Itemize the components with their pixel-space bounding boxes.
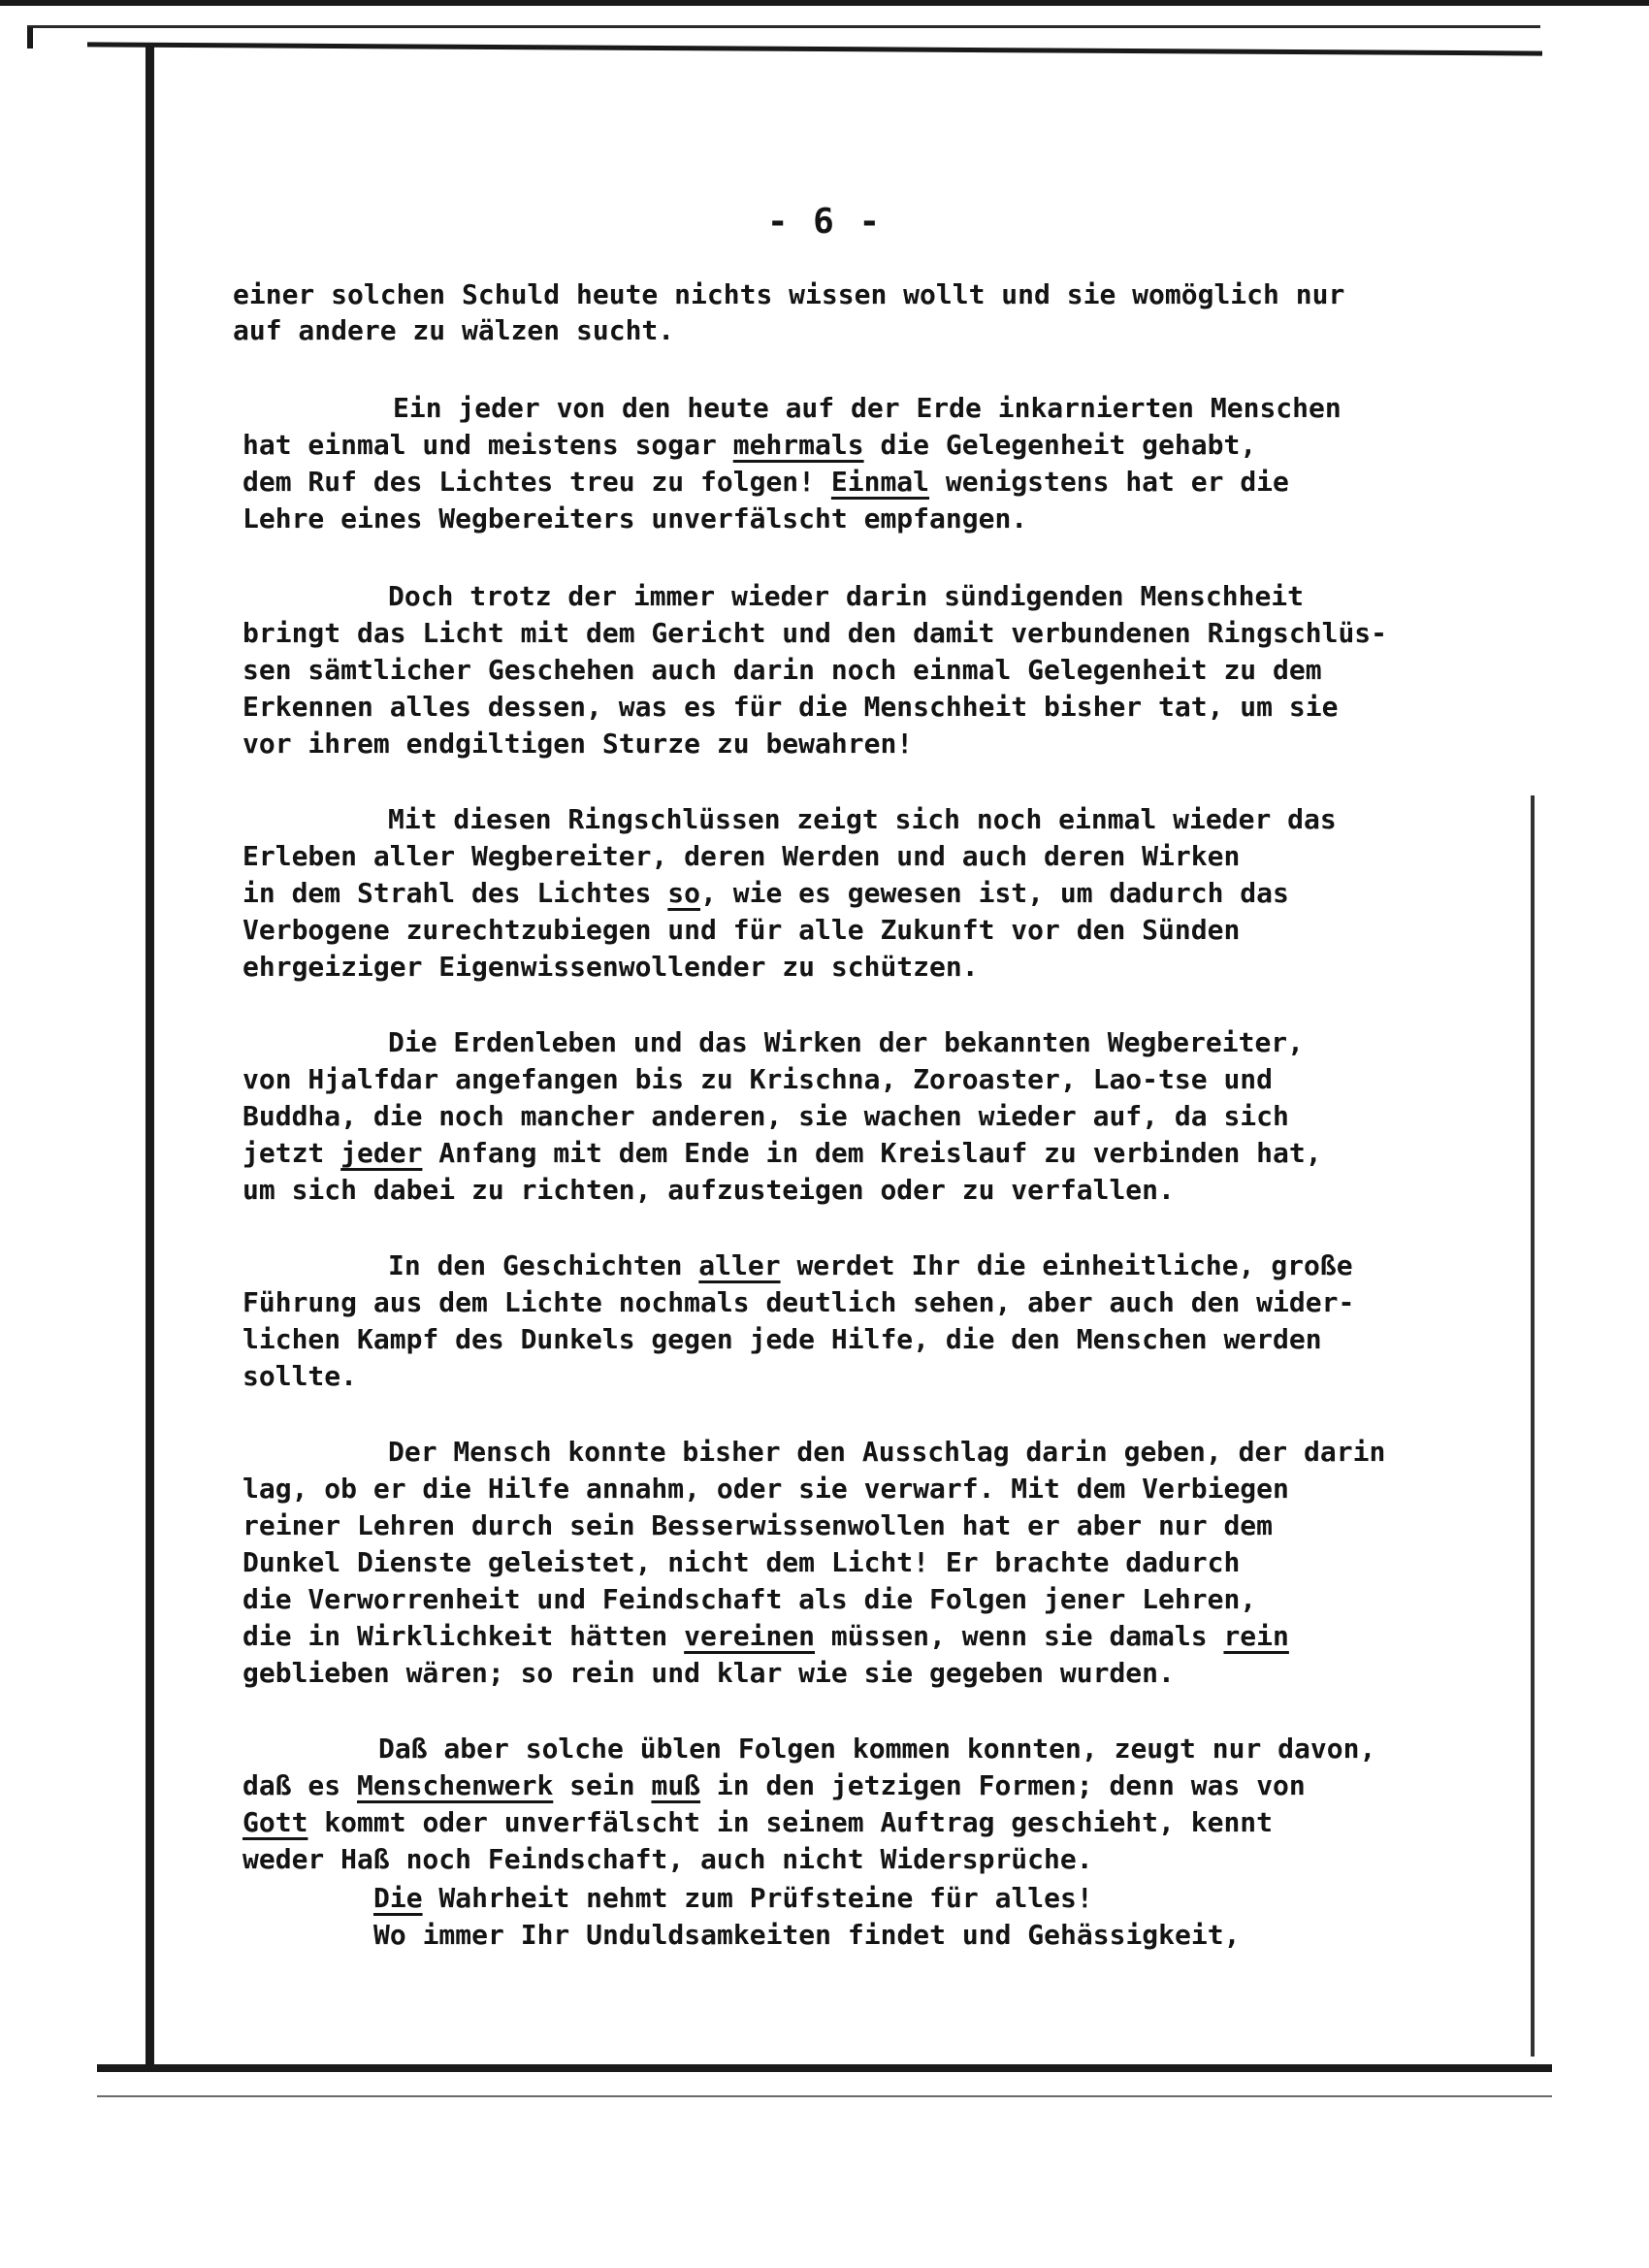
frame-bottom-thin-rule [97, 2095, 1552, 2097]
underlined-word: Die [373, 1882, 423, 1914]
text-line [242, 951, 979, 983]
text-line [242, 1657, 1175, 1689]
page-number: - 6 - [766, 202, 883, 242]
text-line [388, 1436, 1386, 1468]
underlined-word: jeder [340, 1137, 423, 1169]
text-line [242, 1806, 1274, 1838]
underlined-word: muß [651, 1769, 701, 1801]
text-run: Die Erdenleben und das Wirken der bekannten Wegbereiter, [388, 1026, 1305, 1058]
text-line [242, 1583, 1257, 1615]
frame-right-rule [1531, 795, 1535, 2057]
text-line [242, 654, 1322, 686]
text-run: Anfang mit dem Ende in dem Kreislauf zu verbinden hat, [422, 1137, 1322, 1169]
text-run: Mit diesen Ringschlüssen zeigt sich noch einmal wieder das [388, 803, 1337, 835]
text-run: Lehre eines Wegbereiters unverfälscht empfangen. [242, 502, 1028, 535]
text-line [373, 1882, 1093, 1914]
text-run: Wo immer Ihr Unduldsamkeiten findet und Gehässigkeit, [373, 1919, 1241, 1951]
text-run: daß es [242, 1769, 358, 1801]
text-run: hat einmal und meistens sogar [242, 429, 733, 461]
underlined-word: vereinen [684, 1620, 816, 1652]
text-line [233, 314, 675, 346]
text-line [242, 1475, 1289, 1503]
text-line [242, 1509, 1274, 1541]
text-run: lag, ob er die Hilfe annahm, oder sie verwarf. Mit dem Verbiegen [242, 1473, 1289, 1505]
text-run: die Gelegenheit gehabt, [863, 429, 1257, 461]
underlined-word: mehrmals [732, 429, 864, 461]
text-line [242, 1100, 1289, 1132]
text-run: dem Ruf des Lichtes treu zu folgen! [242, 466, 831, 498]
underlined-word: so [667, 877, 701, 909]
scan-top-edge [0, 0, 1649, 6]
text-line [373, 1919, 1241, 1951]
underlined-word: aller [698, 1249, 781, 1281]
text-run: , wie es gewesen ist, um dadurch das [700, 877, 1289, 909]
text-run: werdet Ihr die einheitliche, große [780, 1249, 1353, 1281]
text-run: geblieben wären; so rein und klar wie sie gegeben wurden. [242, 1657, 1175, 1689]
text-line [242, 1323, 1322, 1355]
text-run: Wahrheit nehmt zum Prüfsteine für alles! [422, 1882, 1093, 1914]
text-line [378, 1735, 1375, 1763]
frame-top-line [27, 25, 1540, 28]
text-line [242, 1360, 358, 1392]
frame-left-rule [146, 44, 154, 2071]
text-line [388, 803, 1337, 835]
text-run: einer solchen Schuld heute nichts wissen wollt und sie womöglich nur [233, 278, 1345, 310]
text-run: In den Geschichten [388, 1249, 699, 1281]
text-run: vor ihrem endgiltigen Sturze zu bewahren! [242, 728, 914, 760]
text-line [242, 1063, 1274, 1095]
text-run: kommt oder unverfälscht in seinem Auftrag geschieht, kennt [307, 1806, 1274, 1838]
text-line [242, 1843, 1093, 1875]
underlined-word: Gott [242, 1806, 308, 1838]
underlined-word: Menschenwerk [357, 1769, 554, 1801]
text-line [242, 691, 1339, 723]
text-run: Erkennen alles dessen, was es für die Menschheit bisher tat, um sie [242, 691, 1339, 723]
text-line [242, 1546, 1241, 1578]
text-line [233, 278, 1345, 310]
text-run: sen sämtlicher Geschehen auch darin noch einmal Gelegenheit zu dem [242, 654, 1322, 686]
underlined-word: Einmal [830, 466, 930, 498]
text-line [242, 1174, 1175, 1206]
text-run: in den jetzigen Formen; denn was von [700, 1769, 1306, 1801]
text-run: Verbogene zurechtzubiegen und für alle Zukunft vor den Sünden [242, 914, 1241, 946]
text-run: die in Wirklichkeit hätten [242, 1620, 685, 1652]
text-run: Daß aber solche üblen Folgen kommen konnten, zeugt nur davon, [378, 1733, 1376, 1765]
text-line [388, 580, 1305, 612]
text-run: in dem Strahl des Lichtes [242, 877, 668, 909]
text-line [242, 1620, 1289, 1652]
text-run: Buddha, die noch mancher anderen, sie wachen wieder auf, da sich [242, 1100, 1289, 1132]
text-run: um sich dabei zu richten, aufzusteigen oder zu verfallen. [242, 1174, 1175, 1206]
text-run: Dunkel Dienste geleistet, nicht dem Licht! Er brachte dadurch [242, 1546, 1241, 1578]
text-run: Erleben aller Wegbereiter, deren Werden und auch deren Wirken [242, 840, 1241, 872]
text-line [242, 914, 1241, 946]
text-run: jetzt [242, 1137, 341, 1169]
text-run: von Hjalfdar angefangen bis zu Krischna, Zoroaster, Lao-tse und [242, 1063, 1274, 1095]
text-line [242, 840, 1241, 872]
text-run: weder Haß noch Feindschaft, auch nicht Widersprüche. [242, 1843, 1093, 1875]
text-run: Ein jeder von den heute auf der Erde inkarnierten Menschen [393, 392, 1342, 424]
frame-left-tick [27, 27, 33, 49]
text-line [242, 1137, 1322, 1169]
underlined-word: rein [1223, 1620, 1289, 1652]
text-line [388, 1026, 1305, 1058]
text-run: wenigstens hat er die [929, 466, 1289, 498]
frame-top-rule [87, 42, 1542, 55]
text-line [242, 466, 1289, 498]
text-run: bringt das Licht mit dem Gericht und den damit verbundenen Ringschlüs- [242, 617, 1388, 649]
text-line [393, 392, 1342, 424]
text-line [242, 1769, 1306, 1801]
frame-bottom-rule [97, 2064, 1552, 2072]
text-line [242, 877, 1289, 909]
text-run: sollte. [242, 1360, 358, 1392]
text-run: ehrgeiziger Eigenwissenwollender zu schützen. [242, 951, 979, 983]
text-run: Doch trotz der immer wieder darin sündigenden Menschheit [388, 580, 1305, 612]
text-line [242, 429, 1257, 461]
text-run: sein [553, 1769, 652, 1801]
text-line [242, 730, 913, 758]
text-run: reiner Lehren durch sein Besserwissenwollen hat er aber nur dem [242, 1509, 1274, 1541]
text-line [388, 1249, 1353, 1281]
text-run: die Verworrenheit und Feindschaft als die Folgen jener Lehren, [242, 1583, 1257, 1615]
text-run: Der Mensch konnte bisher den Ausschlag darin geben, der darin [388, 1436, 1386, 1468]
text-run: lichen Kampf des Dunkels gegen jede Hilfe, die den Menschen werden [242, 1323, 1322, 1355]
text-run: Führung aus dem Lichte nochmals deutlich sehen, aber auch den wider- [242, 1286, 1355, 1318]
text-line [242, 617, 1388, 649]
text-line [242, 1286, 1355, 1318]
text-line [242, 502, 1028, 535]
text-run: müssen, wenn sie damals [815, 1620, 1224, 1652]
text-run: auf andere zu wälzen sucht. [233, 314, 675, 346]
